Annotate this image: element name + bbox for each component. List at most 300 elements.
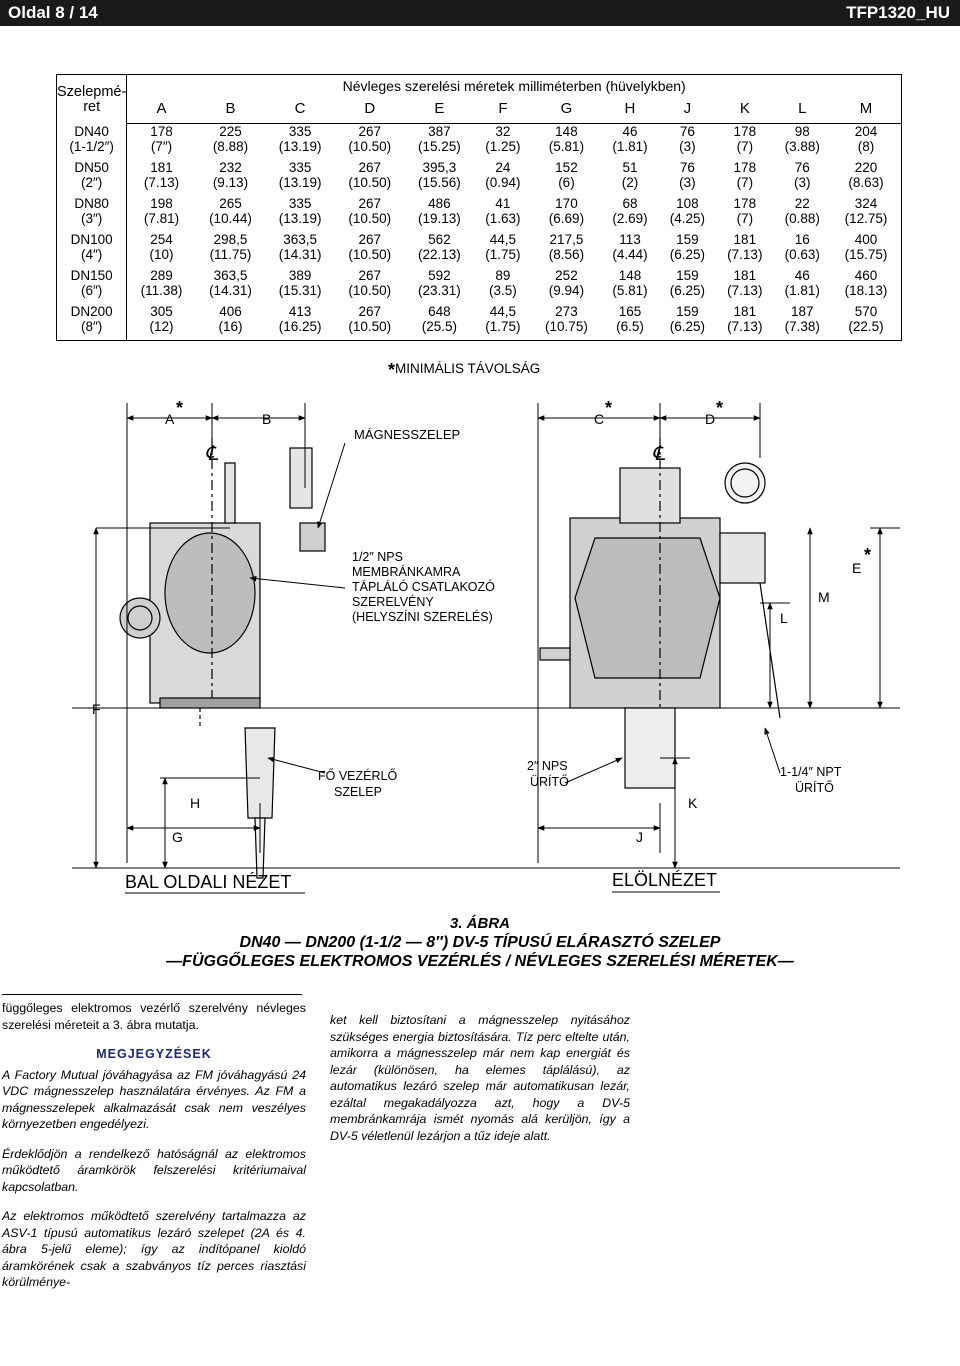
inch-value: (8.63)	[848, 175, 884, 190]
mm-value: 273	[555, 304, 578, 319]
dimension-cell	[196, 160, 266, 196]
main-control-line2: SZELEP	[334, 785, 382, 799]
membrane-label	[352, 550, 495, 624]
inch-value: (15.75)	[844, 247, 888, 262]
left-text-column	[2, 1000, 306, 1304]
size-column-header	[57, 75, 127, 124]
inch-value: (10)	[149, 247, 174, 262]
table-row	[57, 304, 902, 341]
dimension-cell	[335, 232, 405, 268]
mm-value: 267	[358, 196, 381, 211]
mm-value: 252	[555, 268, 578, 283]
dimension-cell	[716, 124, 773, 161]
size-header-line1: Szelepmé-	[57, 84, 127, 100]
mm-value: 148	[555, 124, 578, 139]
mm-value: 165	[618, 304, 642, 319]
dimension-cell	[601, 232, 658, 268]
dimension-cell	[405, 124, 475, 161]
dimension-cell	[831, 268, 902, 304]
dimension-cell	[335, 196, 405, 232]
inch-value: (7.13)	[727, 247, 763, 262]
dimension-cell	[405, 268, 475, 304]
dimension-cell	[474, 124, 531, 161]
column-header-m: M	[831, 99, 902, 124]
mm-value: 170	[555, 196, 578, 211]
right-text-column	[330, 1012, 630, 1144]
mm-value: 22	[794, 196, 810, 211]
label-d: D	[705, 411, 716, 427]
mm-value: 267	[358, 160, 381, 175]
note-paragraph-3: Az elektromos működtető szerelvény tartalmazza az ASV-1 típusú automatikus lezáró szelepet (2A és 4. ábra 5-jelű eleme); így az indítópanel kioldó áramkörének csak a szabványos tíz perces riasztási körülménye-	[2, 1209, 306, 1289]
mm-value: 220	[854, 160, 878, 175]
mm-value: 648	[428, 304, 451, 319]
mm-value: 232	[219, 160, 242, 175]
page-number: Oldal 8 / 14	[8, 3, 98, 22]
mm-value: 44,5	[489, 304, 517, 319]
size-value: DN80	[74, 196, 109, 211]
label-k: K	[688, 795, 698, 811]
inch-value: (1.81)	[784, 283, 820, 298]
dimension-cell	[659, 196, 716, 232]
inch-value: (0.88)	[784, 211, 820, 226]
inch-value: (1.25)	[485, 139, 521, 154]
column-header-f: F	[474, 99, 531, 124]
dimension-cell	[196, 124, 266, 161]
mm-value: 486	[428, 196, 451, 211]
dimension-cell	[659, 124, 716, 161]
dimension-cell	[474, 160, 531, 196]
drain114-line1: 1-1/4″ NPT	[780, 765, 842, 779]
mm-value: 305	[150, 304, 173, 319]
membrane-line4: SZERELVÉNY	[352, 595, 434, 609]
inch-value: (1.81)	[612, 139, 648, 154]
inch-value: (1.63)	[485, 211, 521, 226]
inch-value: (12)	[149, 319, 174, 334]
size-cell	[57, 160, 127, 196]
size-value: (2″)	[81, 175, 103, 190]
mm-value: 46	[622, 124, 638, 139]
inch-value: (13.19)	[278, 211, 322, 226]
centerline-right: ℄	[652, 443, 665, 465]
dimension-cell	[831, 232, 902, 268]
mm-value: 413	[288, 304, 312, 319]
inch-value: (19.13)	[417, 211, 461, 226]
dimension-cell	[831, 196, 902, 232]
centerline-left: ℄	[205, 443, 218, 465]
membrane-line2: MEMBRÁNKAMRA	[352, 565, 461, 579]
inch-value: (0.94)	[485, 175, 521, 190]
dimension-cell	[774, 196, 831, 232]
inch-value: (7)	[736, 139, 754, 154]
mm-value: 178	[733, 160, 757, 175]
dimension-cell	[265, 124, 335, 161]
mm-value: 159	[676, 304, 699, 319]
inch-value: (2)	[621, 175, 639, 190]
dimension-cell	[474, 232, 531, 268]
column-header-d: D	[335, 99, 405, 124]
inch-value: (3)	[679, 175, 696, 190]
dimension-cell	[601, 124, 658, 161]
inch-value: (23.31)	[417, 283, 461, 298]
document-code: TFP1320_HU	[846, 3, 950, 22]
dimension-cell	[774, 160, 831, 196]
dimension-cell	[659, 232, 716, 268]
mm-value: 406	[219, 304, 242, 319]
dimension-cell	[196, 232, 266, 268]
dimension-cell	[659, 268, 716, 304]
inch-value: (10.50)	[348, 175, 392, 190]
inch-value: (11.38)	[140, 283, 183, 298]
mm-value: 592	[428, 268, 451, 283]
mm-value: 178	[733, 124, 757, 139]
figure-number: 3. ÁBRA	[449, 915, 510, 932]
dimension-cell	[265, 160, 335, 196]
drain2-line2: ÜRÍTŐ	[530, 775, 569, 789]
inch-value: (12.75)	[844, 211, 888, 226]
dimension-cell	[265, 268, 335, 304]
inch-value: (18.13)	[844, 283, 888, 298]
inch-value: (15.56)	[417, 175, 461, 190]
inch-value: (22.5)	[848, 319, 884, 334]
mm-value: 181	[150, 160, 173, 175]
dimension-cell	[716, 196, 773, 232]
mm-value: 178	[733, 196, 757, 211]
dimension-cell	[659, 160, 716, 196]
mm-value: 32	[495, 124, 511, 139]
size-value: (1-1/2″)	[69, 138, 114, 154]
label-d-star: *	[716, 398, 724, 418]
dimension-cell	[127, 232, 196, 268]
mm-value: 187	[790, 304, 814, 319]
dimension-cell	[196, 304, 266, 341]
mm-value: 460	[854, 268, 878, 283]
inch-value: (4.44)	[612, 247, 648, 262]
mm-value: 198	[150, 196, 173, 211]
label-b: B	[262, 411, 272, 427]
dimension-cell	[265, 196, 335, 232]
inch-value: (6.25)	[669, 319, 706, 334]
drain2-line1: 2″ NPS	[527, 759, 568, 773]
inch-value: (2.69)	[612, 211, 648, 226]
size-cell	[57, 268, 127, 304]
dimension-cell	[774, 268, 831, 304]
mm-value: 335	[288, 124, 312, 139]
mm-value: 335	[288, 196, 312, 211]
note-paragraph-2: Érdeklődjön a rendelkező hatóságnál az elektromos működtető áramkörök felszerelési kritériumaival kapcsolatban.	[2, 1146, 306, 1194]
mm-value: 254	[150, 232, 173, 247]
dimension-cell	[405, 304, 475, 341]
solenoid-label: MÁGNESSZELEP	[354, 427, 461, 442]
mm-value: 267	[358, 304, 381, 319]
inch-value: (5.81)	[612, 283, 648, 298]
mm-value: 217,5	[549, 232, 584, 247]
size-header-line2: ret	[83, 99, 101, 115]
mm-value: 265	[219, 196, 242, 211]
dimension-cell	[265, 304, 335, 341]
size-value: DN150	[70, 268, 113, 283]
column-header-a: A	[127, 99, 196, 124]
dimension-cell	[196, 268, 266, 304]
table-row	[57, 160, 902, 196]
membrane-line1: 1/2″ NPS	[352, 550, 403, 564]
dimension-cell	[659, 304, 716, 341]
figure-caption	[0, 914, 960, 971]
inch-value: (9.94)	[548, 283, 585, 298]
mm-value: 181	[733, 304, 757, 319]
mm-value: 181	[733, 232, 757, 247]
mm-value: 267	[358, 268, 381, 283]
inch-value: (10.50)	[348, 319, 392, 334]
size-value: (4″)	[81, 247, 103, 262]
column-header-h: H	[601, 99, 658, 124]
inch-value: (7.13)	[727, 283, 763, 298]
size-cell	[57, 196, 127, 232]
size-value: DN200	[70, 304, 113, 319]
mm-value: 204	[854, 124, 878, 139]
inch-value: (14.31)	[278, 247, 322, 262]
inch-value: (10.75)	[545, 319, 588, 334]
dimension-cell	[774, 124, 831, 161]
mm-value: 289	[150, 268, 173, 283]
mm-value: 24	[495, 160, 511, 175]
mm-value: 76	[679, 124, 695, 139]
label-g: G	[172, 829, 183, 845]
inch-value: (14.31)	[209, 283, 252, 298]
size-value: (8″)	[81, 319, 103, 334]
label-c: C	[594, 411, 605, 427]
table-title: Névleges szerelési méretek milliméterben (hüvelykben)	[342, 78, 686, 94]
inch-value: (7.81)	[143, 211, 180, 226]
label-l: L	[780, 610, 788, 626]
mm-value: 46	[794, 268, 810, 283]
inch-value: (6.5)	[616, 319, 644, 334]
figure-title: DN40 — DN200 (1-1/2 — 8″) DV-5 TÍPUSÚ ELÁRASZTÓ SZELEP	[239, 934, 721, 951]
size-value: (3″)	[81, 211, 103, 226]
inch-value: (10.50)	[348, 139, 392, 154]
column-header-l: L	[774, 99, 831, 124]
mm-value: 181	[733, 268, 757, 283]
label-j: J	[636, 829, 643, 845]
dimension-cell	[774, 232, 831, 268]
column-header-j: J	[659, 99, 716, 124]
dimension-cell	[405, 196, 475, 232]
dimension-cell	[127, 160, 196, 196]
label-e-star: *	[864, 545, 872, 565]
intro-paragraph: függőleges elektromos vezérlő szerelvény névleges szerelési méreteit a 3. ábra mutatja.	[2, 1001, 306, 1032]
size-value: DN100	[70, 232, 113, 247]
min-distance-note	[388, 360, 540, 381]
inch-value: (6)	[558, 175, 575, 190]
mm-value: 267	[358, 124, 381, 139]
inch-value: (10.50)	[348, 283, 392, 298]
label-e: E	[852, 560, 862, 576]
inch-value: (7″)	[150, 139, 173, 154]
table-row	[57, 124, 902, 161]
dimension-cell	[532, 268, 602, 304]
dimension-cell	[335, 124, 405, 161]
membrane-line5: (HELYSZÍNI SZERELÉS)	[352, 610, 493, 624]
inch-value: (10.44)	[209, 211, 252, 226]
dimension-cell	[831, 124, 902, 161]
mm-value: 41	[495, 196, 511, 211]
inch-value: (7.13)	[727, 319, 763, 334]
mm-value: 68	[622, 196, 638, 211]
inch-value: (13.19)	[278, 175, 322, 190]
dimension-cell	[127, 124, 196, 161]
mm-value: 16	[794, 232, 810, 247]
dimension-cell	[532, 196, 602, 232]
dimension-cell	[601, 304, 658, 341]
inch-value: (15.31)	[278, 283, 322, 298]
left-view-illustration	[120, 438, 325, 878]
membrane-line3: TÁPLÁLÓ CSATLAKOZÓ	[352, 580, 495, 594]
column-divider	[2, 994, 302, 995]
inch-value: (10.50)	[348, 211, 392, 226]
inch-value: (1.75)	[485, 319, 521, 334]
inch-value: (6.25)	[669, 247, 706, 262]
inch-value: (11.75)	[209, 247, 252, 262]
dimension-cell	[127, 196, 196, 232]
dimension-cell	[716, 232, 773, 268]
inch-value: (16)	[218, 319, 243, 334]
mm-value: 89	[495, 268, 511, 283]
inch-value: (16.25)	[278, 319, 322, 334]
dimension-cell	[127, 268, 196, 304]
size-value: DN50	[74, 160, 109, 175]
continued-paragraph: ket kell biztosítani a mágnesszelep nyitásához szükséges energia biztosítására. Tíz perc eltelte után, amikorra a mágnesszelep már nem kap energiát és lezár (különösen, ha elemes táplálású), az automatikus lezáró szelep már automatikusan lezár, ezáltal megakadályozza azt, hogy a DV-5 membránkamrája ismét nyomás alá kerüljön, így a DV-5 véletlenül lezárjon a tűz ideje alatt.	[330, 1013, 630, 1143]
dimension-cell	[716, 304, 773, 341]
dimension-cell	[405, 232, 475, 268]
column-header-e: E	[405, 99, 475, 124]
mm-value: 389	[288, 268, 312, 283]
mm-value: 113	[619, 232, 641, 247]
inch-value: (22.13)	[417, 247, 461, 262]
front-view-illustration	[540, 438, 780, 788]
size-value: DN40	[74, 123, 109, 139]
page-header	[0, 0, 960, 26]
mm-value: 363,5	[283, 232, 317, 247]
mm-value: 44,5	[489, 232, 517, 247]
mm-value: 387	[428, 124, 451, 139]
label-c-star: *	[605, 398, 613, 418]
mm-value: 159	[676, 232, 699, 247]
inch-value: (3.88)	[784, 139, 820, 154]
dimension-cell	[265, 232, 335, 268]
mm-value: 51	[622, 160, 638, 175]
mm-value: 76	[679, 160, 695, 175]
size-cell	[57, 232, 127, 268]
front-view-caption: ELÖLNÉZET	[612, 870, 718, 890]
mm-value: 400	[854, 232, 878, 247]
note-paragraph-1: A Factory Mutual jóváhagyása az FM jóváhagyású 24 VDC mágnesszelep használatára érvényes. Az FM a mágnesszelepek alkalmazását csak nem veszélyes környezetben engedélyezi.	[2, 1067, 306, 1131]
inch-value: (13.19)	[278, 139, 322, 154]
inch-value: (6.25)	[669, 283, 706, 298]
figure-subtitle: —FÜGGŐLEGES ELEKTROMOS VEZÉRLÉS / NÉVLEGES SZERELÉSI MÉRETEK—	[166, 953, 794, 970]
label-f: F	[92, 701, 101, 717]
dimension-cell	[601, 196, 658, 232]
inch-value: (10.50)	[348, 247, 392, 262]
inch-value: (0.63)	[784, 247, 820, 262]
dimension-cell	[774, 304, 831, 341]
mm-value: 178	[150, 124, 173, 139]
label-m: M	[818, 589, 830, 605]
mm-value: 324	[854, 196, 878, 211]
dimension-cell	[474, 196, 531, 232]
mm-value: 570	[854, 304, 878, 319]
inch-value: (5.81)	[548, 139, 585, 154]
label-a-star: *	[176, 398, 184, 418]
min-distance-text: MINIMÁLIS TÁVOLSÁG	[395, 361, 541, 376]
inch-value: (9.13)	[212, 175, 249, 190]
dimension-cell	[601, 268, 658, 304]
left-view-caption: BAL OLDALI NÉZET	[125, 872, 292, 892]
column-header-k: K	[716, 99, 773, 124]
main-control-line1: FŐ VEZÉRLŐ	[318, 769, 398, 783]
dimension-table	[56, 74, 902, 341]
inch-value: (8)	[857, 139, 875, 154]
mm-value: 108	[676, 196, 699, 211]
dimension-cell	[831, 160, 902, 196]
column-header-b: B	[196, 99, 266, 124]
dimension-cell	[474, 304, 531, 341]
mm-value: 152	[555, 160, 578, 175]
dimension-cell	[532, 304, 602, 341]
mm-value: 159	[676, 268, 699, 283]
size-value: (6″)	[81, 283, 103, 298]
mm-value: 562	[428, 232, 451, 247]
dimension-cell	[716, 268, 773, 304]
inch-value: (6.69)	[548, 211, 585, 226]
table-row	[57, 232, 902, 268]
dimension-cell	[532, 124, 602, 161]
inch-value: (1.75)	[485, 247, 521, 262]
dimension-cell	[335, 268, 405, 304]
inch-value: (3)	[793, 175, 811, 190]
size-cell	[57, 304, 127, 341]
dimension-cell	[831, 304, 902, 341]
inch-value: (25.5)	[421, 319, 458, 334]
column-header-c: C	[265, 99, 335, 124]
mm-value: 148	[618, 268, 642, 283]
dimension-cell	[716, 160, 773, 196]
inch-value: (3)	[679, 139, 696, 154]
drain114-line2: ÜRÍTŐ	[795, 781, 834, 795]
valve-drawing	[0, 398, 960, 900]
inch-value: (8.88)	[212, 139, 249, 154]
mm-value: 225	[219, 124, 242, 139]
mm-value: 76	[794, 160, 810, 175]
mm-value: 335	[288, 160, 312, 175]
dimension-cell	[601, 160, 658, 196]
dimension-cell	[127, 304, 196, 341]
inch-value: (7)	[736, 211, 754, 226]
inch-value: (8.56)	[548, 247, 585, 262]
inch-value: (4.25)	[669, 211, 706, 226]
column-header-g: G	[532, 99, 602, 124]
label-a: A	[165, 411, 175, 427]
mm-value: 363,5	[213, 268, 248, 283]
table-row	[57, 196, 902, 232]
notes-heading: MEGJEGYZÉSEK	[96, 1047, 212, 1061]
dimension-cell	[474, 268, 531, 304]
label-h: H	[190, 795, 201, 811]
dimension-cell	[532, 232, 602, 268]
table-row	[57, 268, 902, 304]
star-marker: *	[388, 360, 396, 380]
mm-value: 98	[794, 124, 810, 139]
mm-value: 267	[358, 232, 381, 247]
mm-value: 298,5	[213, 232, 248, 247]
